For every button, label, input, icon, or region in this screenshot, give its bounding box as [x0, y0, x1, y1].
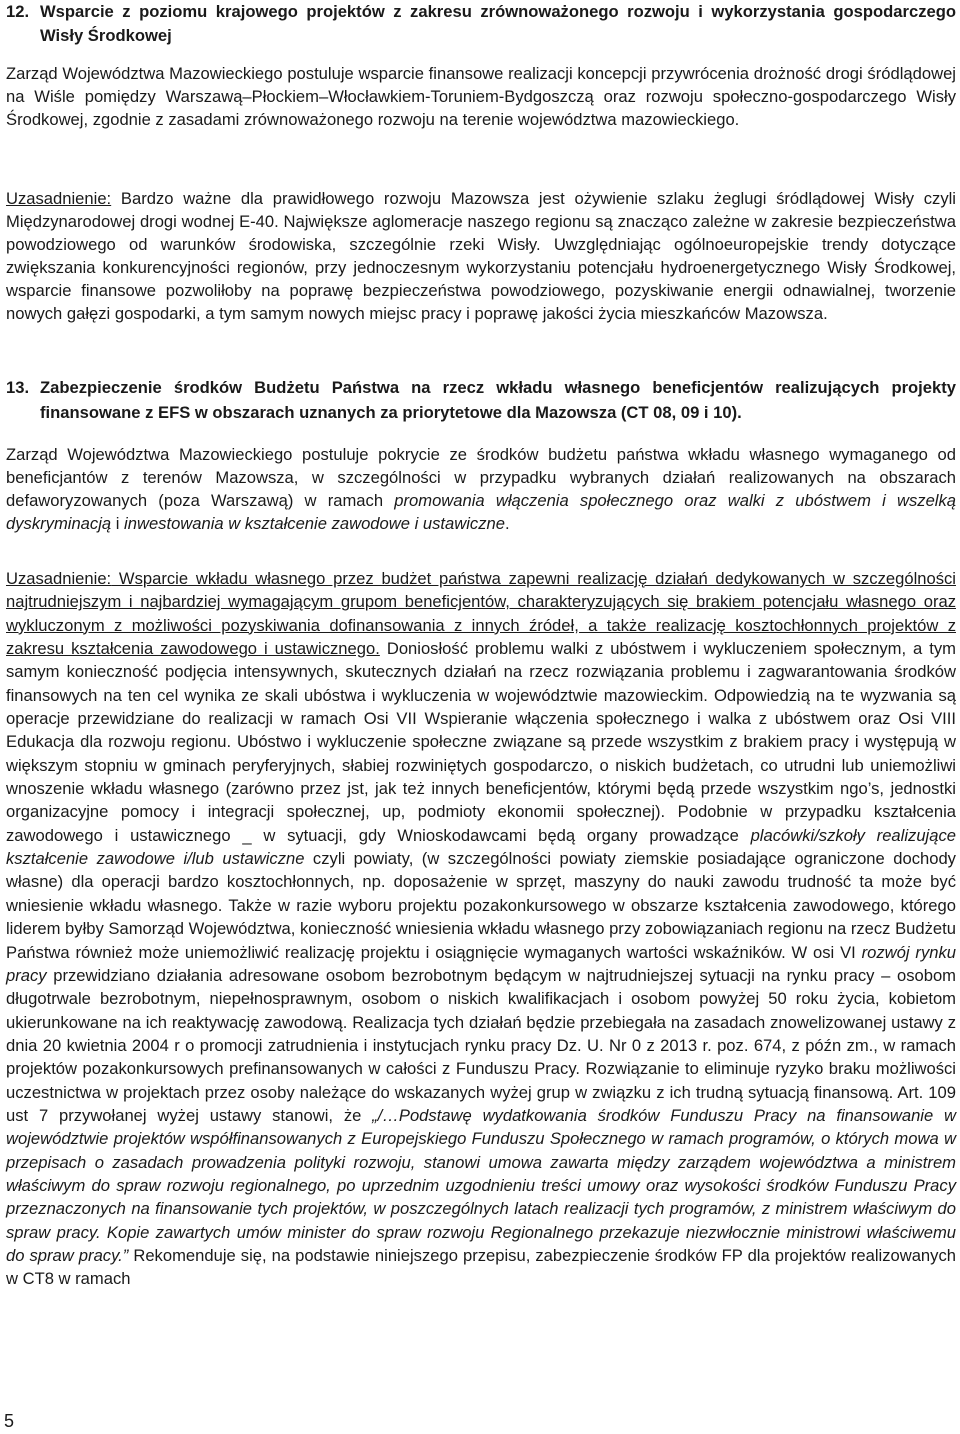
- justification-text: Doniosłość problemu walki z ubóstwem i wykluczeniem społecznym, a tym samym konieczność podjęcia intensywnych, skutecznych działań na rzecz rozwiązania problemu i zagwarantowania środków finansowych na ten cel wynika ze skali ubóstwa i wykluczenia w województwie mazowieckim. Odpowiedzią na te wyzwania są operacje przewidziane do realizacji w ramach Osi VII Wspieranie włączenia społecznego i walka z ubóstwem oraz Osi VIII Edukacja dla rozwoju regionu. Ubóstwo i wykluczenie społeczne związane są przede wszystkim z brakiem pracy i występują w większym stopniu w gminach peryferyjnych, słabiej rozwiniętych gospodarczo, o niskich budżetach, co utrudni lub uniemożliwi wnoszenie wkładu własnego (zarówno przez jst, jak też innych beneficjentów, którymi będą przede wszystkim ngo’s, jednostki organizacyjne pomocy i integracji społecznej, up, podmioty ekonomii społecznej). Podobnie w przypadku kształcenia zawodowego i ustawicznego _ w sytuacji, gdy Wnioskodawcami będą organy prowadzące: [6, 639, 956, 845]
- section-13-number: 13.: [6, 378, 30, 397]
- justification-label: Uzasadnienie:: [6, 189, 112, 208]
- section-12-number: 12.: [6, 2, 30, 21]
- section-13-paragraph: [6, 444, 956, 536]
- justification-quote: „/…Podstawę wydatkowania środków Funduszu Pracy na finansowanie w województwie projektów współfinansowanych z Europejskiego Funduszu Społecznego w ramach programów, o których mowa w przepisach o zasadach prowadzenia polityki rozwoju, stanowi umowa zawarta między zarządem województwa a ministrem właściwym do spraw rozwoju regionalnego, po uprzednim uzgodnieniu treści umowy oraz wysokości środków Funduszu Pracy przeznaczonych na finansowanie tych projektów, w poszczególnych latach realizacji tych programów, z ministrem właściwym do spraw pracy. Kopie zawartych umów minister do spraw rozwoju Regionalnego przekazuje niezwłocznie ministrowi właściwemu do spraw pracy.”: [6, 1105, 956, 1265]
- section-13-justification: [6, 567, 956, 1291]
- paragraph-italic: promowania włączenia społecznego oraz walki z ubóstwem i wszelką dyskryminacją: [6, 490, 957, 533]
- justification-underlined-text: Wsparcie wkładu własnego przez budżet państwa zapewni realizację działań dedykowanych w szczególności najtrudniejszym i najbardziej wymagającym grupom beneficjentów, charakteryzujących się brakiem potencjału własnego oraz wykluczonym z możliwości pozyskiwania dofinansowania z innych źródeł, a także realizację kosztochłonnych projektów z zakresu kształcenia zawodowego i ustawicznego.: [6, 569, 956, 659]
- section-13-heading: [6, 375, 956, 425]
- justification-text: czyli powiaty, (w szczególności powiaty ziemskie posiadające ograniczone dochody własne) dla operacji bardzo kosztochłonnych, np. doposażenie w sprzęt, maszyny do nauki zawodu trudność ta może być wniesienie wkładu własnego. Także w razie wyboru projektu pozakonkursowego w obszarze kształcenia zawodowego, którego liderem byłby Samorząd Województwa, konieczność wniesienia wkładu własnego przy zobowiązaniach regionu na rzecz Budżetu Państwa również może uniemożliwić realizację projektu i osiągnięcie wymaganych wartości wskaźników. W osi VI: [6, 849, 956, 962]
- page-number: 5: [4, 1411, 15, 1431]
- paragraph-text: i: [111, 513, 125, 533]
- section-12-heading: [6, 0, 956, 48]
- section-13-title: Zabezpieczenie środków Budżetu Państwa na rzecz wkładu własnego beneficjentów realizujących projekty finansowane z EFS w obszarach uznanych za priorytetowe dla Mazowsza (CT 08, 09 i 10).: [40, 378, 956, 422]
- justification-text: Rekomenduje się, na podstawie niniejszego przepisu, zabezpieczenie środków FP dla projektów realizowanych w CT8 w ramach: [6, 1245, 956, 1289]
- section-12-justification: [6, 188, 956, 325]
- section-12-title: Wsparcie z poziomu krajowego projektów z zakresu zrównoważonego rozwoju i wykorzystania gospodarczego Wisły Środkowej: [40, 2, 956, 45]
- paragraph-text: .: [504, 513, 510, 533]
- justification-label: Uzasadnienie:: [6, 569, 112, 588]
- paragraph-text: Zarząd Województwa Mazowieckiego postuluje pokrycie ze środków budżetu państwa wkładu własnego wymaganego od beneficjantów z terenów Mazowsza, w szczególności w przypadku wybranych działań realizowanych na obszarach defaworyzowanych (poza Warszawą) w ramach: [6, 445, 956, 510]
- section-12-paragraph: Zarząd Województwa Mazowieckiego postuluje wsparcie finansowe realizacji koncepcji przywrócenia drożność drogi śródlądowej na Wiśle pomiędzy Warszawą–Płockiem–Włocławkiem-Toruniem-Bydgoszczą oraz rozwoju społeczno-gospodarczego Wisły Środkowej, zgodnie z zasadami zrównoważonego rozwoju na terenie województwa mazowieckiego.: [6, 64, 956, 129]
- justification-text: Bardzo ważne dla prawidłowego rozwoju Mazowsza jest ożywienie szlaku żeglugi śródlądowej Wisły czyli Międzynarodowej drogi wodnej E-40. Największe aglomeracje naszego regionu są znacząco zależne w zakresie bezpieczeństwa powodziowego od warunków środowiska, szczególnie rzeki Wisły. Uwzględniając ogólnoeuropejskie trendy dotyczące zwiększania konkurencyjności regionów, przy jednoczesnym wykorzystaniu potencjału hydroenergetycznego Wisły Środkowej, wsparcie finansowe pozwoliłoby na poprawę bezpieczeństwa powodziowego, pozyskiwanie energii odnawialnej, tworzenie nowych gałęzi gospodarki, a tym samym nowych miejsc pracy i poprawę jakości życia mieszkańców Mazowsza.: [6, 189, 956, 323]
- justification-italic: rozwój rynku pracy: [6, 942, 956, 985]
- justification-italic: placówki/szkoły realizujące kształcenie zawodowe i/lub ustawiczne: [6, 825, 956, 869]
- justification-text: przewidziano działania adresowane osobom bezrobotnym będącym w najtrudniejszej sytuacji na rynku pracy – osobom długotrwale bezrobotnym, niepełnosprawnym, osobom o niskich kwalifikacjach i osobom powyżej 50 roku życia, kobietom ukierunkowane na ich reaktywację zawodową. Realizacja tych działań będzie przebiegała na zasadach znowelizowanej ustawy z dnia 20 kwietnia 2004 r o promocji zatrudnienia i instytucjach rynku pracy Dz. U. Nr 0 z 2013 r. poz. 674, z późn zm., w ramach projektów pozakonkursowych prefinansowanych w całości z Funduszu Pracy. Rozwiązanie to eliminuje ryzyko braku możliwości uczestnictwa w projektach przez osoby należące do wskazanych wyżej grup w związku z ich trudną sytuacją finansową. Art. 109 ust 7 przywołanej wyżej ustawy stanowi, że: [6, 965, 956, 1125]
- paragraph-italic: inwestowania w kształcenie zawodowe i ustawiczne: [124, 513, 505, 533]
